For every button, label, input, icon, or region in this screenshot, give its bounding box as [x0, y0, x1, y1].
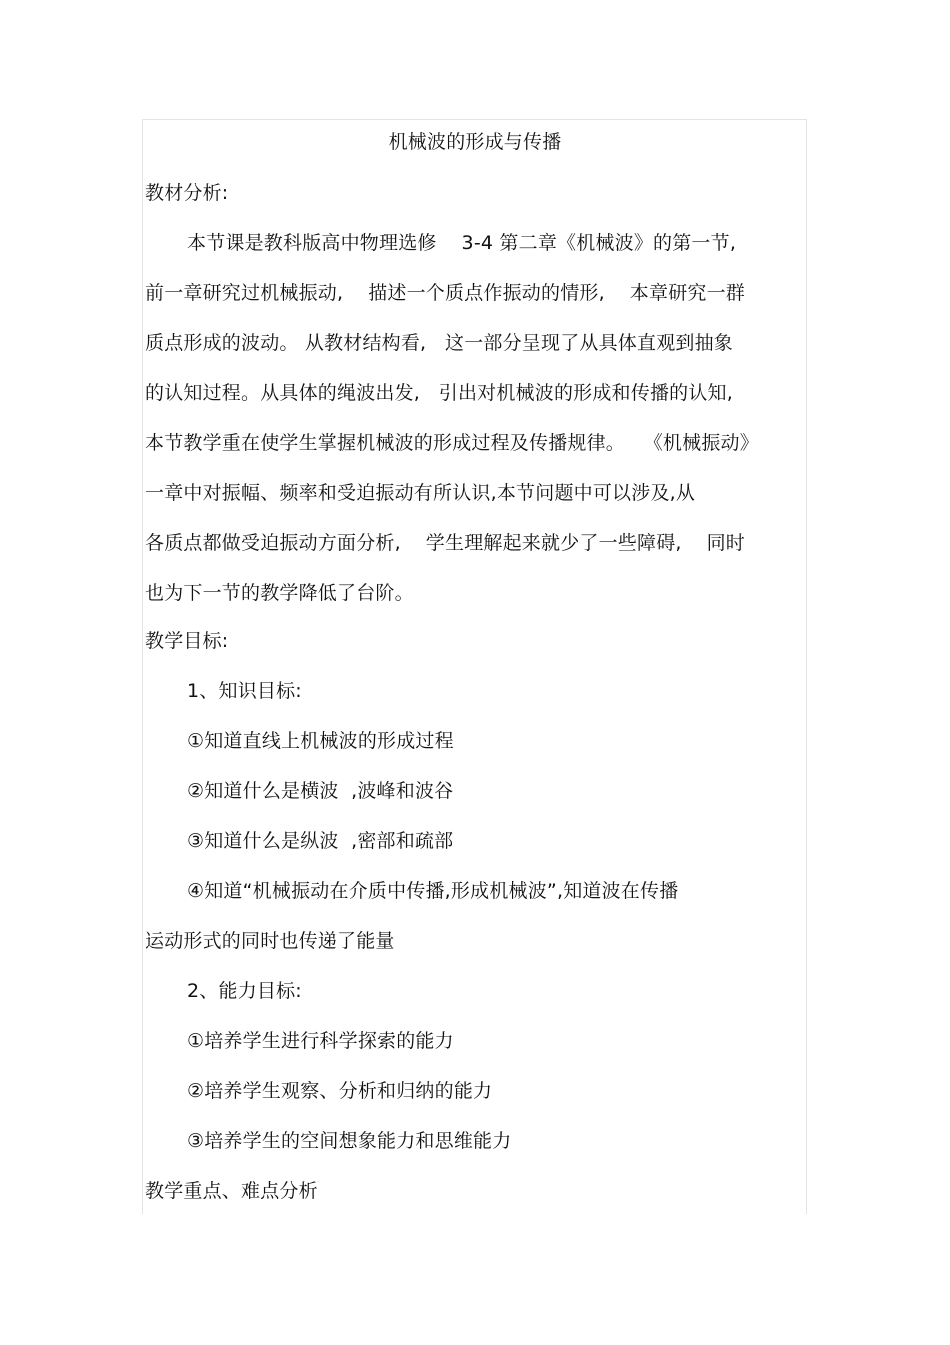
knowledge-item-4-cont: 运动形式的同时也传递了能量 [145, 930, 395, 952]
knowledge-item-3: ③知道什么是纵波 ,密部和疏部 [187, 830, 454, 852]
analysis-heading: 教材分析: [145, 182, 229, 204]
analysis-line-3: 质点形成的波动。 从教材结构看, 这一部分呈现了从具体直观到抽象 [145, 332, 733, 354]
analysis-line-1: 本节课是教科版高中物理选修 3-4 第二章《机械波》的第一节, [187, 232, 737, 254]
analysis-line-4: 的认知过程。从具体的绳波出发, 引出对机械波的形成和传播的认知, [145, 382, 733, 404]
analysis-line-8: 也为下一节的教学降低了台阶。 [145, 582, 414, 604]
ability-item-2: ②培养学生观察、分析和归纳的能力 [187, 1080, 493, 1102]
ability-item-1: ①培养学生进行科学探索的能力 [187, 1030, 454, 1052]
analysis-line-6: 一章中对振幅、频率和受迫振动有所认识,本节问题中可以涉及,从 [145, 482, 696, 504]
page-title: 机械波的形成与传播 [388, 131, 562, 153]
knowledge-heading: 1、知识目标: [187, 680, 302, 702]
ability-heading: 2、能力目标: [187, 980, 302, 1002]
knowledge-item-2: ②知道什么是横波 ,波峰和波谷 [187, 780, 454, 802]
goals-heading: 教学目标: [145, 630, 229, 652]
knowledge-item-1: ①知道直线上机械波的形成过程 [187, 730, 454, 752]
analysis-line-7: 各质点都做受迫振动方面分析, 学生理解起来就少了一些障碍, 同时 [145, 532, 745, 554]
ability-item-3: ③培养学生的空间想象能力和思维能力 [187, 1130, 512, 1152]
analysis-line-5: 本节教学重在使学生掌握机械波的形成过程及传播规律。 《机械振动》 [145, 432, 759, 454]
key-points-heading: 教学重点、难点分析 [145, 1180, 318, 1202]
analysis-line-2: 前一章研究过机械振动, 描述一个质点作振动的情形, 本章研究一群 [145, 282, 745, 304]
knowledge-item-4: ④知道“机械振动在介质中传播,形成机械波”,知道波在传播 [187, 880, 679, 902]
